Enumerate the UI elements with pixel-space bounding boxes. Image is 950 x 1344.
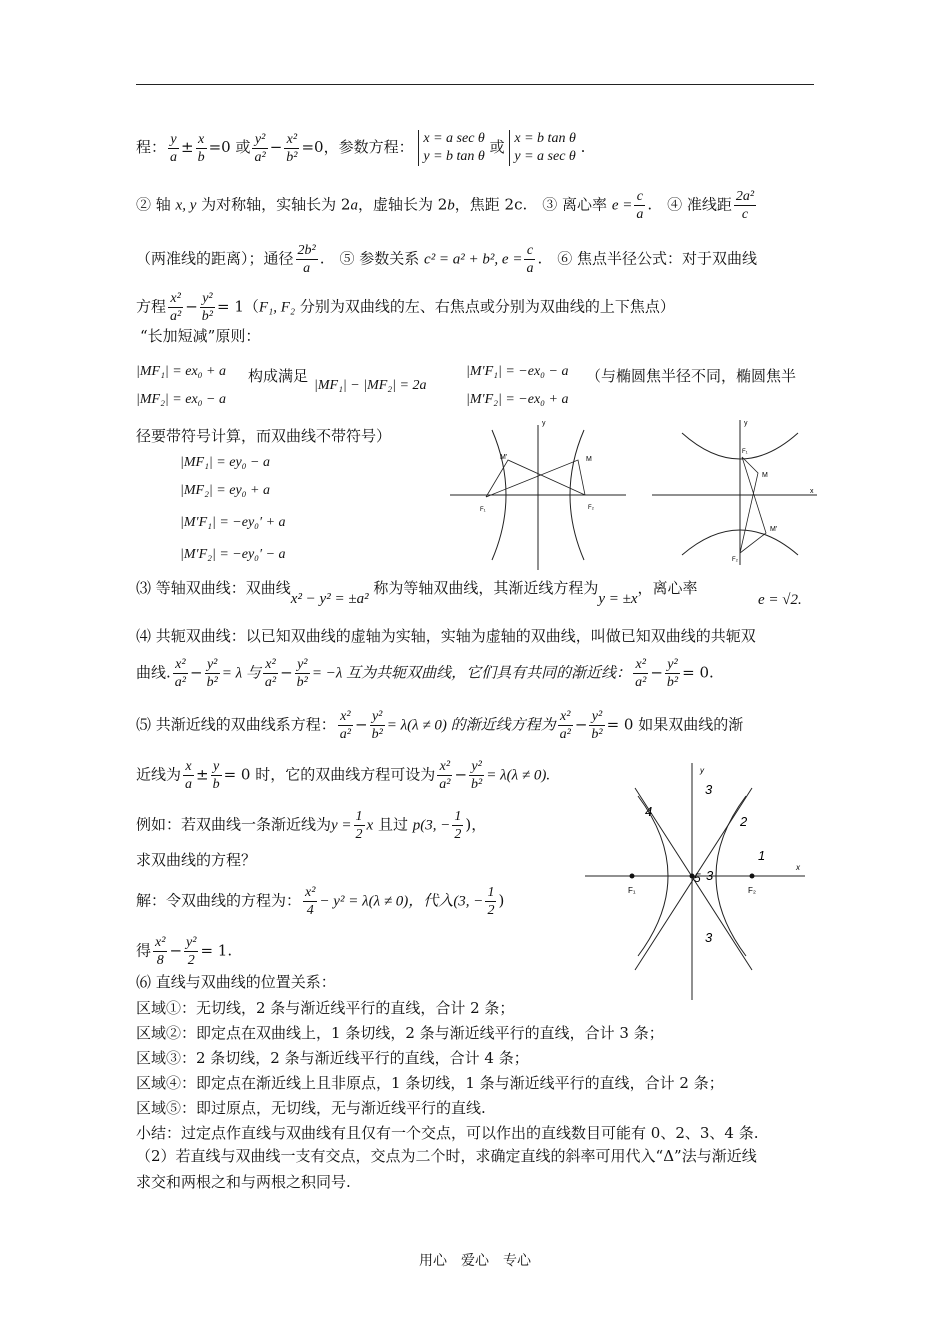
- region-2-text: 区域②：即定点在双曲线上，1 条切线，2 条与渐近线平行的直线，合计 3 条；: [136, 1024, 664, 1042]
- region-3-middle-label: 3: [706, 868, 714, 883]
- conjugate-hyperbola-line: ⑷ 共轭双曲线：以已知双曲线的虚轴为实轴，实轴为虚轴的双曲线，叫做已知双曲线的共轭双: [136, 627, 756, 645]
- position-relation-title: ⑹ 直线与双曲线的位置关系：: [136, 973, 336, 991]
- region-5-text: 区域⑤：即过原点，无切线，无与渐近线平行的直线.: [136, 1099, 486, 1117]
- vertical-mpf1: |M′F₁| = −ey₀′ + a: [180, 515, 286, 530]
- region-5-label: 5: [694, 871, 701, 885]
- region-3-text: 区域③：2 条切线，2 条与渐近线平行的直线，合计 4 条；: [136, 1049, 529, 1067]
- vertical-hyperbola-figure: [652, 415, 822, 565]
- condition-equation: |MF₁| − |MF₂| = 2a: [314, 378, 427, 393]
- mf1-formula: |MF₁| = ex₀ + a: [136, 364, 226, 379]
- y-label: y: [700, 766, 704, 775]
- asymptote-family-line: ⑸ 共渐近线的双曲线系方程： $\frac{\text{x²}}{\text{a²}}$ − $\frac{\text{y²}}{\text{b²}}$ = λ(λ ≠ 0) 的渐近线方程为 $\frac{\text{x²}}{\text{a²}}$ − $\frac{\text{y²}}{\text{b²}}$ = 0 如果双曲线的渐: [136, 709, 744, 742]
- m-prime-label: M': [500, 454, 508, 461]
- equilateral-hyperbola-line: ⑶ 等轴双曲线：双曲线x² − y² = ±a² 称为等轴双曲线，其渐近线方程为y = ±x，离心率: [136, 579, 698, 607]
- y-label: y: [744, 420, 748, 427]
- conjugate-equation-line: 曲线. $\frac{\text{x²}}{\text{a²}}$ − $\frac{\text{y²}}{\text{b²}}$ = λ 与 $\frac{\text{x²}}{\text{a²}}$ − $\frac{\text{y²}}{\text{b²}}$ = −λ 互为共轭双曲线，它们具有共同的渐近线： $\frac{\text{x²}}{\text{a²}}$ − $\frac{\text{y²}}{\text{b²}}$ = 0.: [136, 657, 714, 690]
- standard-equation-line: 程： $\frac{y}{a}$ ± $\frac{x}{b}$ =0 或 $\frac{\text{y²}}{\text{a²}}$ − $\frac{\text{x²}}{\text{b²}}$ =0，参数方程： x = a sec θ y = b tan θ 或 x = b tan θ y = a sec θ .: [136, 131, 586, 165]
- axis-properties-line: ② 轴 x, y 为对称轴，实轴长为 2a，虚轴长为 2b，焦距 2c. ③ 离心率 e = $\frac{c}{a}$ . ④ 准线距 $\frac{\text{2a²}}{c}$: [136, 189, 755, 222]
- latus-rectum-line: （两准线的距离）；通径 $\frac{\text{2b²}}{a}$ . ⑤ 参数关系 c² = a² + b², e = $\frac{c}{a}$ . ⑥ 焦点半径公式：对于双曲线: [136, 243, 758, 276]
- rule-text: “长加短减”原则：: [140, 327, 261, 345]
- f2-label: F₂: [732, 557, 738, 563]
- horizontal-hyperbola-figure: [450, 415, 630, 570]
- vertical-mf2: |MF₂| = ey₀ + a: [180, 483, 270, 498]
- region-1-text: 区域①：无切线，2 条与渐近线平行的直线，合计 2 条；: [136, 999, 515, 1017]
- region-4-label: 4: [645, 804, 653, 819]
- eccentricity-value: e = √2.: [758, 592, 802, 608]
- f1-label: F₁: [480, 507, 486, 513]
- y-label: y: [542, 420, 546, 427]
- region-3-top-label: 3: [705, 782, 713, 797]
- result-line: 得 $\frac{\text{x²}}{8}$ − $\frac{\text{y²}}{2}$ = 1.: [136, 935, 233, 968]
- focus-2: [750, 874, 755, 879]
- mf2-formula: |MF₂| = ex₀ − a: [136, 392, 226, 407]
- example-line: 例如：若双曲线一条渐近线为y = $\frac{1}{2}$ x 且过 p(3, − $\frac{1}{2}$ )，: [136, 809, 487, 842]
- page-footer: 用心 爱心 专心: [419, 1253, 531, 1269]
- f2-label: F₂: [748, 886, 756, 895]
- vertical-mpf2: |M′F₂| = −ey₀′ − a: [180, 547, 286, 562]
- regions-figure: [580, 758, 810, 1003]
- x-label: x: [796, 863, 800, 872]
- mpf2-formula: |M′F₂| = −ex₀ + a: [466, 392, 569, 407]
- focal-radius-intro: 方程 $\frac{\text{x²}}{\text{a²}}$ − $\frac{\text{y²}}{\text{b²}}$ = 1（F₁, F₂ 分别为双曲线的左、右焦点或分别为双曲线的上下焦点）: [136, 291, 675, 324]
- note-2-line-1: （2）若直线与双曲线一支有交点，交点为二个时，求确定直线的斜率可用代入“Δ”法与渐近线: [136, 1147, 757, 1165]
- m-label: M: [762, 472, 768, 479]
- region-2-label: 2: [740, 814, 748, 829]
- ellipse-note: （与椭圆焦半径不同，椭圆焦半: [586, 367, 797, 385]
- m-label: M: [586, 456, 592, 463]
- solution-line: 解：令双曲线的方程为： $\frac{\text{x²}}{4}$ − y² = λ(λ ≠ 0)，代入(3, − $\frac{1}{2}$ ): [136, 885, 505, 918]
- m-prime-label: M': [770, 526, 778, 533]
- header-rule: [136, 84, 814, 85]
- region-3-bottom-label: 3: [705, 930, 713, 945]
- f1-label: F₁: [628, 886, 636, 895]
- focus-1: [630, 874, 635, 879]
- summary-text: 小结：过定点作直线与双曲线有且仅有一个交点，可以作出的直线数目可能有 0、2、3、4 条.: [136, 1124, 759, 1142]
- mpf1-formula: |M′F₁| = −ex₀ − a: [466, 364, 569, 379]
- f2-label: F₂: [588, 505, 594, 511]
- asymptote-family-line-2: 近线为 $\frac{x}{a}$ ± $\frac{y}{b}$ = 0 时，它的双曲线方程可设为 $\frac{\text{x²}}{\text{a²}}$ − $\frac{\text{y²}}{\text{b²}}$ = λ(λ ≠ 0).: [136, 759, 551, 792]
- region-1-label: 1: [758, 848, 766, 863]
- f1-label: F₁: [742, 449, 748, 455]
- x-label: x: [810, 488, 814, 495]
- vertical-mf1: |MF₁| = ey₀ − a: [180, 455, 270, 470]
- note-2-line-2: 求交和两根之和与两根之积同号.: [136, 1173, 351, 1191]
- example-question: 求双曲线的方程？: [136, 851, 257, 869]
- condition-label: 构成满足: [248, 367, 309, 385]
- sign-note: 径要带符号计算，而双曲线不带符号）: [136, 427, 392, 445]
- region-4-text: 区域④：即定点在渐近线上且非原点，1 条切线，1 条与渐近线平行的直线，合计 2 条；: [136, 1074, 724, 1092]
